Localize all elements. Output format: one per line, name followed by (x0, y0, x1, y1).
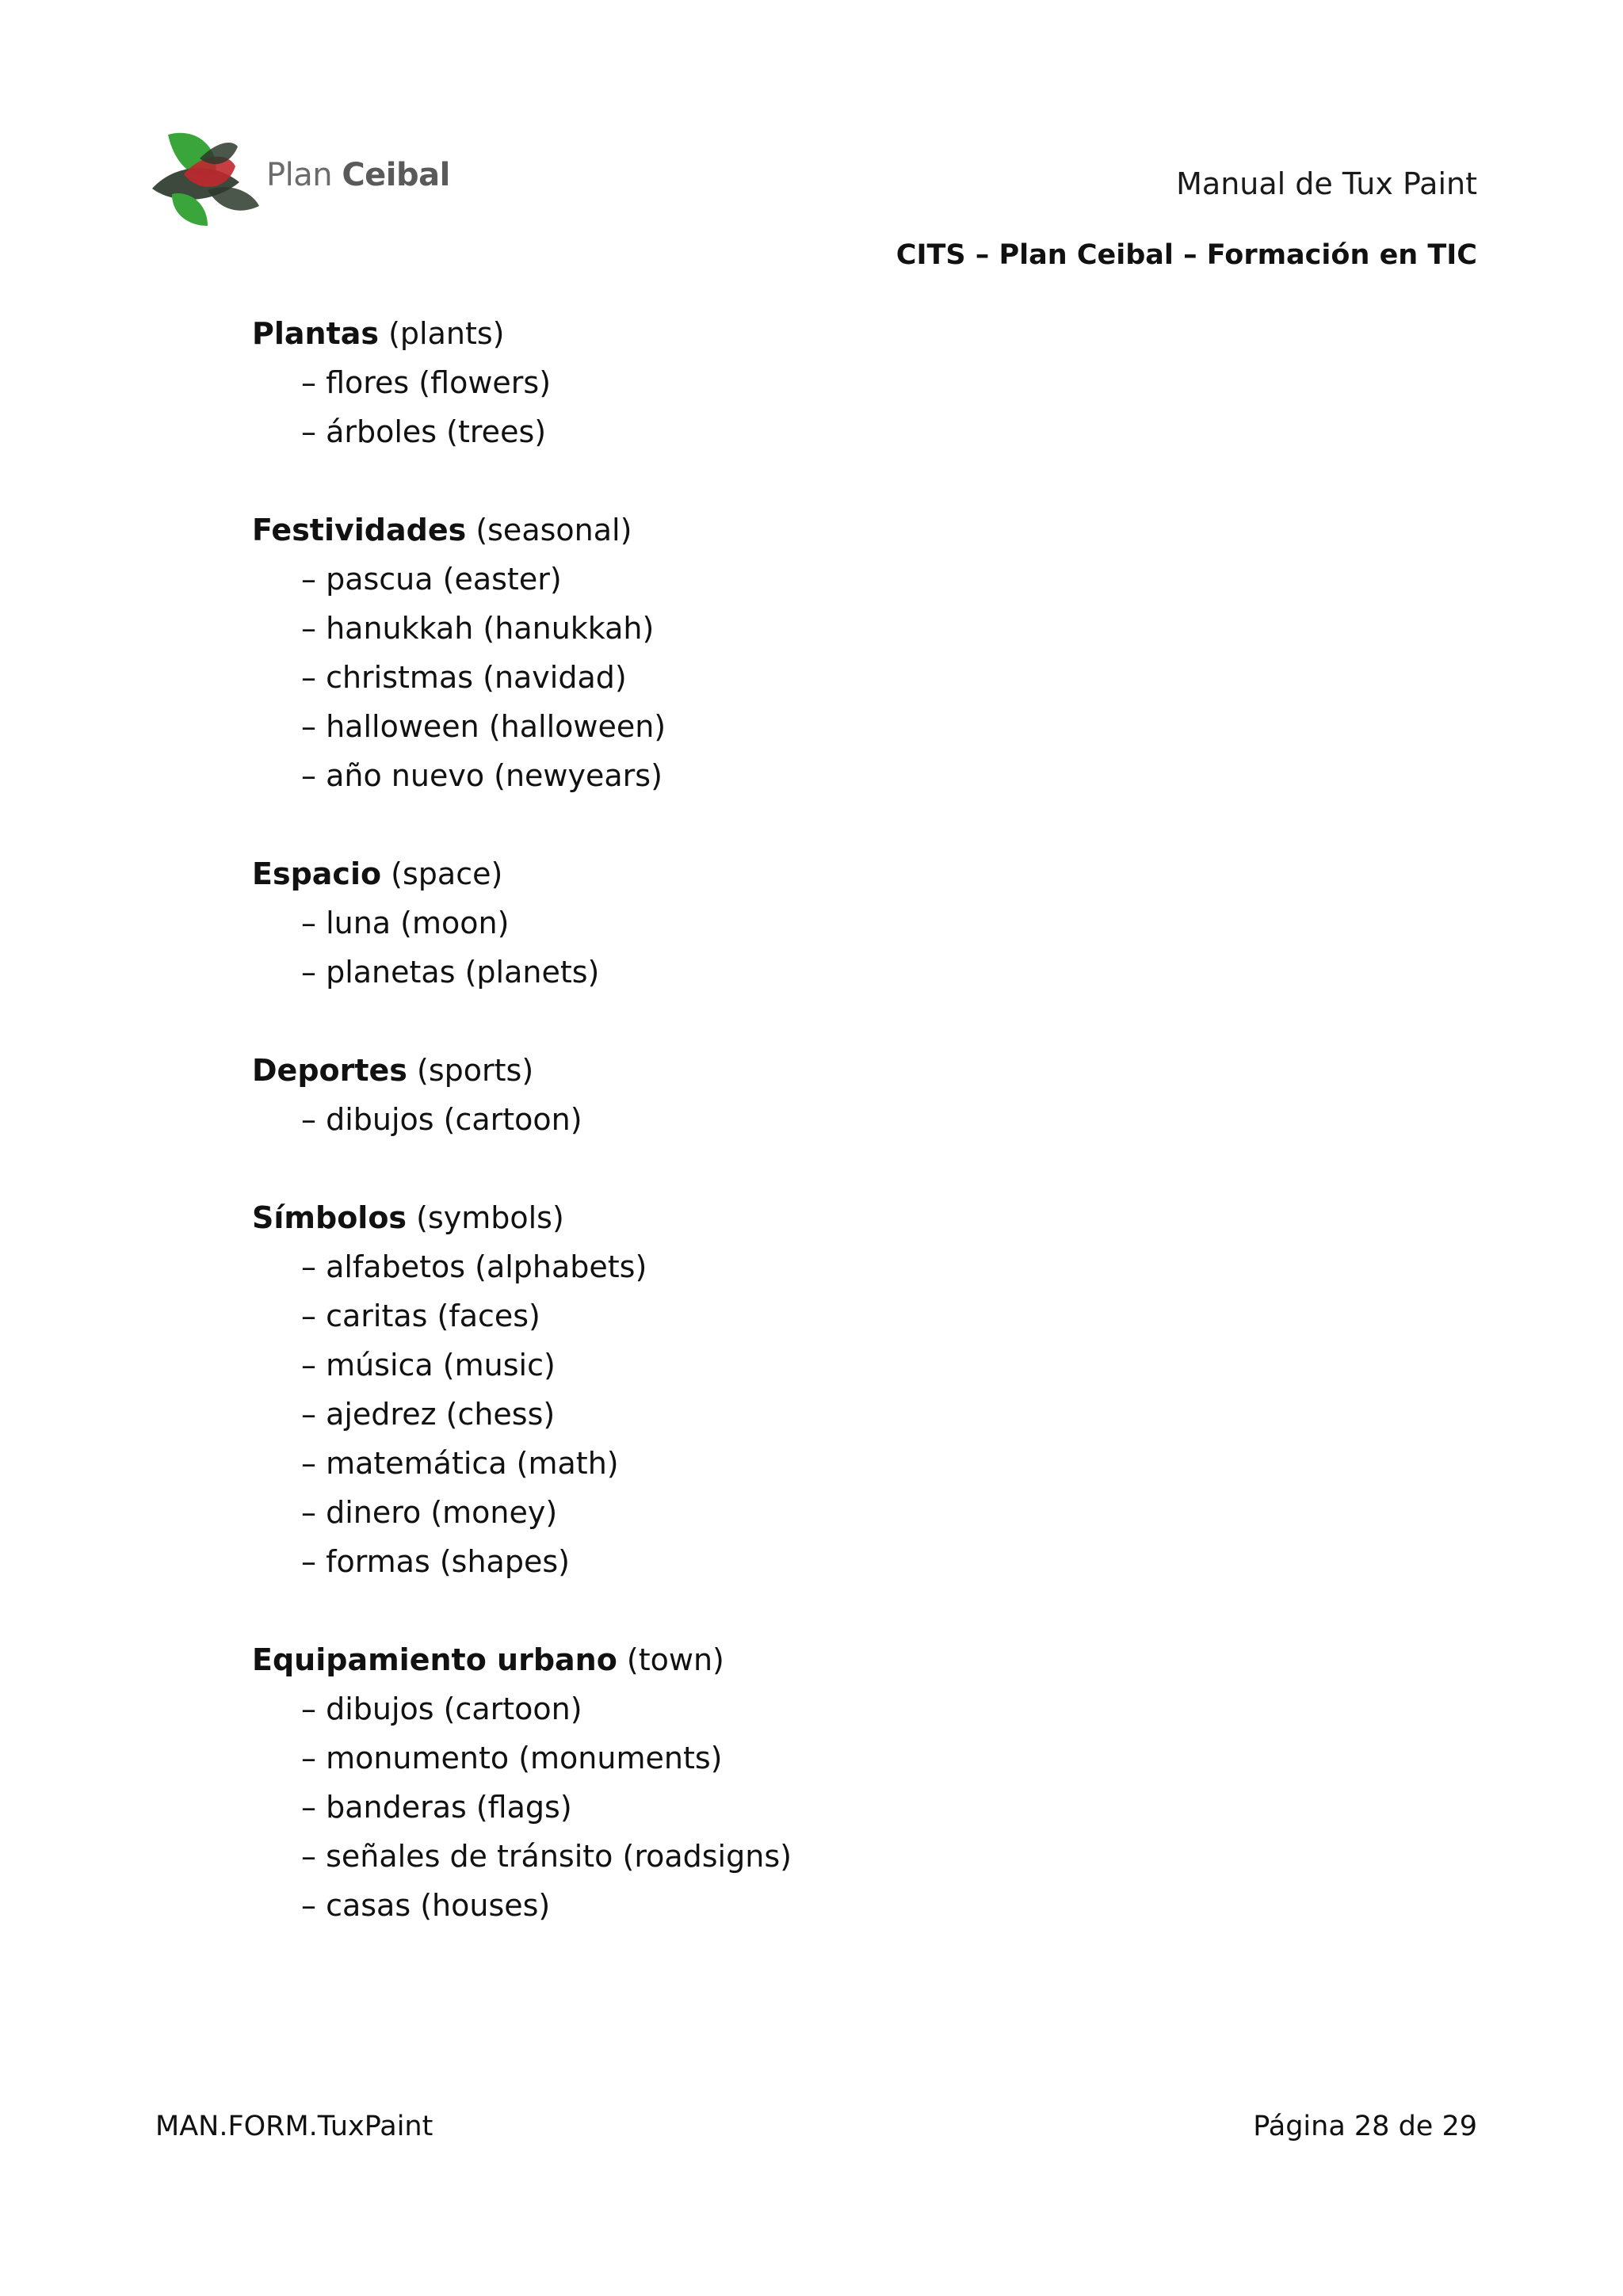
list-item: – casas (houses) (301, 1888, 551, 1923)
section-title: Equipamiento urbano (town) (252, 1642, 724, 1677)
list-item: – hanukkah (hanukkah) (301, 611, 655, 646)
list-item: – alfabetos (alphabets) (301, 1249, 647, 1284)
category-list (252, 309, 1441, 1979)
section-deportes (252, 1046, 1441, 1144)
list-item: – dibujos (cartoon) (301, 1691, 582, 1726)
section-festividades (252, 505, 1441, 800)
list-item: – monumento (monuments) (301, 1741, 723, 1775)
footer-doc-code: MAN.FORM.TuxPaint (155, 2111, 433, 2142)
list-item: – ajedrez (chess) (301, 1397, 556, 1432)
list-item: – dinero (money) (301, 1495, 558, 1530)
list-item: – formas (shapes) (301, 1544, 570, 1579)
section-title: Deportes (sports) (252, 1053, 534, 1088)
plan-ceibal-logo (152, 127, 450, 230)
plan-ceibal-leaf-icon (152, 127, 263, 230)
section-espacio (252, 849, 1441, 997)
list-item: – año nuevo (newyears) (301, 758, 663, 793)
logo-text: Plan Ceibal (266, 157, 450, 193)
list-item: – matemática (math) (301, 1446, 619, 1481)
list-item: – caritas (faces) (301, 1299, 540, 1333)
list-item: – pascua (easter) (301, 562, 562, 597)
document-subtitle: CITS – Plan Ceibal – Formación en TIC (896, 239, 1477, 271)
section-title: Plantas (plants) (252, 316, 505, 351)
section-plantas (252, 309, 1441, 456)
section-title: Festividades (seasonal) (252, 513, 632, 547)
section-simbolos (252, 1193, 1441, 1586)
list-item: – música (music) (301, 1348, 556, 1383)
section-title: Espacio (space) (252, 856, 503, 891)
list-item: – planetas (planets) (301, 955, 600, 990)
document-title: Manual de Tux Paint (1176, 166, 1477, 201)
list-item: – dibujos (cartoon) (301, 1102, 582, 1137)
list-item: – árboles (trees) (301, 414, 547, 449)
list-item: – luna (moon) (301, 906, 510, 940)
list-item: – banderas (flags) (301, 1790, 572, 1825)
list-item: – halloween (halloween) (301, 709, 666, 744)
section-title: Símbolos (symbols) (252, 1200, 564, 1235)
footer-page-number: Página 28 de 29 (1253, 2111, 1477, 2142)
list-item: – flores (flowers) (301, 365, 552, 400)
section-equipamiento-urbano (252, 1635, 1441, 1930)
list-item: – christmas (navidad) (301, 660, 627, 695)
list-item: – señales de tránsito (roadsigns) (301, 1839, 792, 1874)
